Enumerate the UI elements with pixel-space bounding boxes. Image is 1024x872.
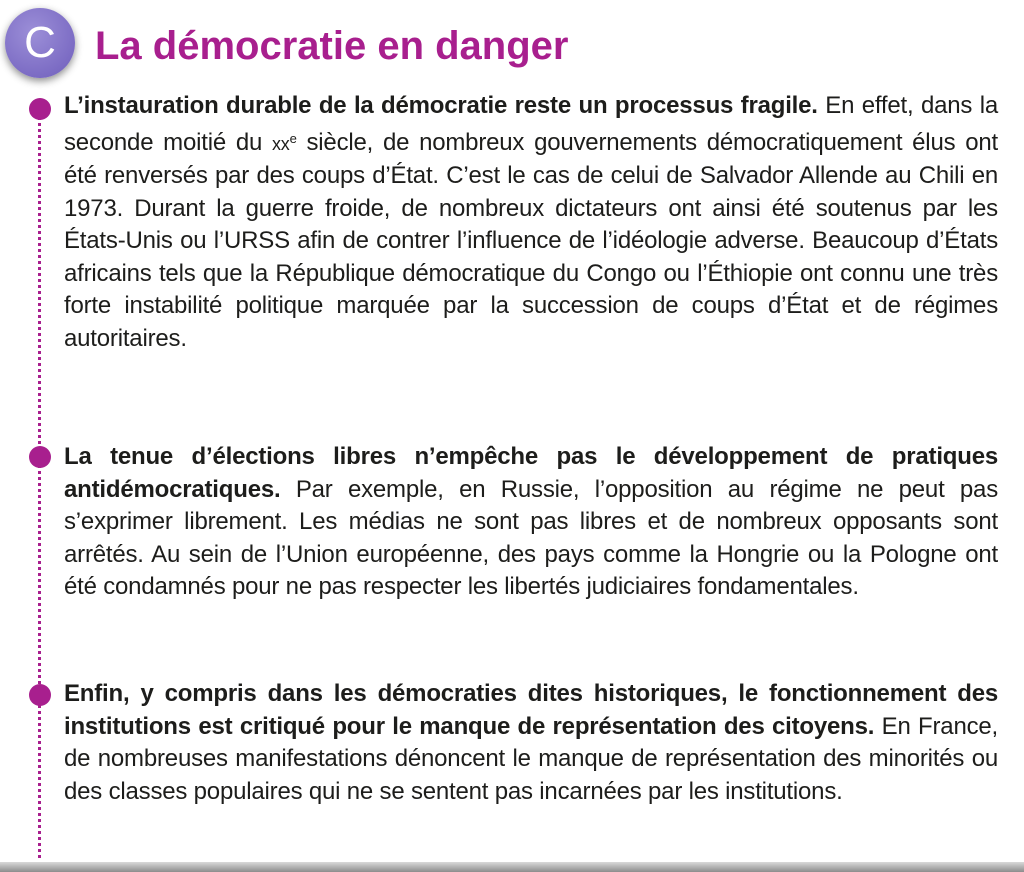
dotted-timeline-line	[38, 110, 41, 858]
paragraph-3	[64, 678, 998, 808]
century-numeral: $xx^e$	[272, 130, 297, 154]
paragraph-2-lead: La tenue d’élections libres n’empêche pas le développement de pratiques antidémocratiques.	[64, 443, 998, 503]
paragraph-1-lead: L’instauration durable de la démocratie reste un processus fragile.	[64, 92, 818, 119]
paragraph-3-bullet-icon	[29, 684, 51, 706]
page-bottom-edge	[0, 862, 1024, 872]
section-letter-badge	[5, 8, 75, 78]
paragraph-2-bullet-icon	[29, 446, 51, 468]
paragraph-2	[64, 441, 998, 604]
paragraph-1-text-a: En effet, dans la seconde moitié du	[64, 92, 998, 156]
paragraph-3-text: En France, de nombreuses manifestations dénoncent le manque de représentation des minorités ou des classes populaires qui ne se sentent pas incarnées par les institutions.	[64, 712, 999, 805]
paragraph-1	[64, 90, 998, 355]
paragraph-1-bullet-icon	[29, 98, 51, 120]
section-title: La démocratie en danger	[95, 24, 569, 68]
paragraph-3-lead: Enfin, y compris dans les démocraties dites historiques, le fonctionnement des institutions est critiqué pour le manque de représentation des citoyens.	[64, 680, 998, 740]
paragraph-1-text-b: siècle, de nombreux gouvernements démocratiquement élus ont été renversés par des coups d’État. C’est le cas de celui de Salvador Allende au Chili en 1973. Durant la guerre froide, de nombreux dictateurs ont ainsi été soutenus par les États-Unis ou l’URSS afin de contrer l’influence de l’idéologie adverse. Beaucoup d’États africains tels que la République démocratique du Congo ou l’Éthiopie ont connu une très forte instabilité politique marquée par la succession de coups d’État et de régimes autoritaires.	[64, 128, 998, 352]
paragraph-2-text: Par exemple, en Russie, l’opposition au régime ne peut pas s’exprimer librement. Les médias ne sont pas libres et de nombreux opposants sont arrêtés. Au sein de l’Union européenne, des pays comme la Hongrie ou la Pologne ont été condamnés pour ne pas respecter les libertés judiciaires fondamentales.	[64, 475, 998, 600]
section-letter: C	[24, 18, 56, 67]
